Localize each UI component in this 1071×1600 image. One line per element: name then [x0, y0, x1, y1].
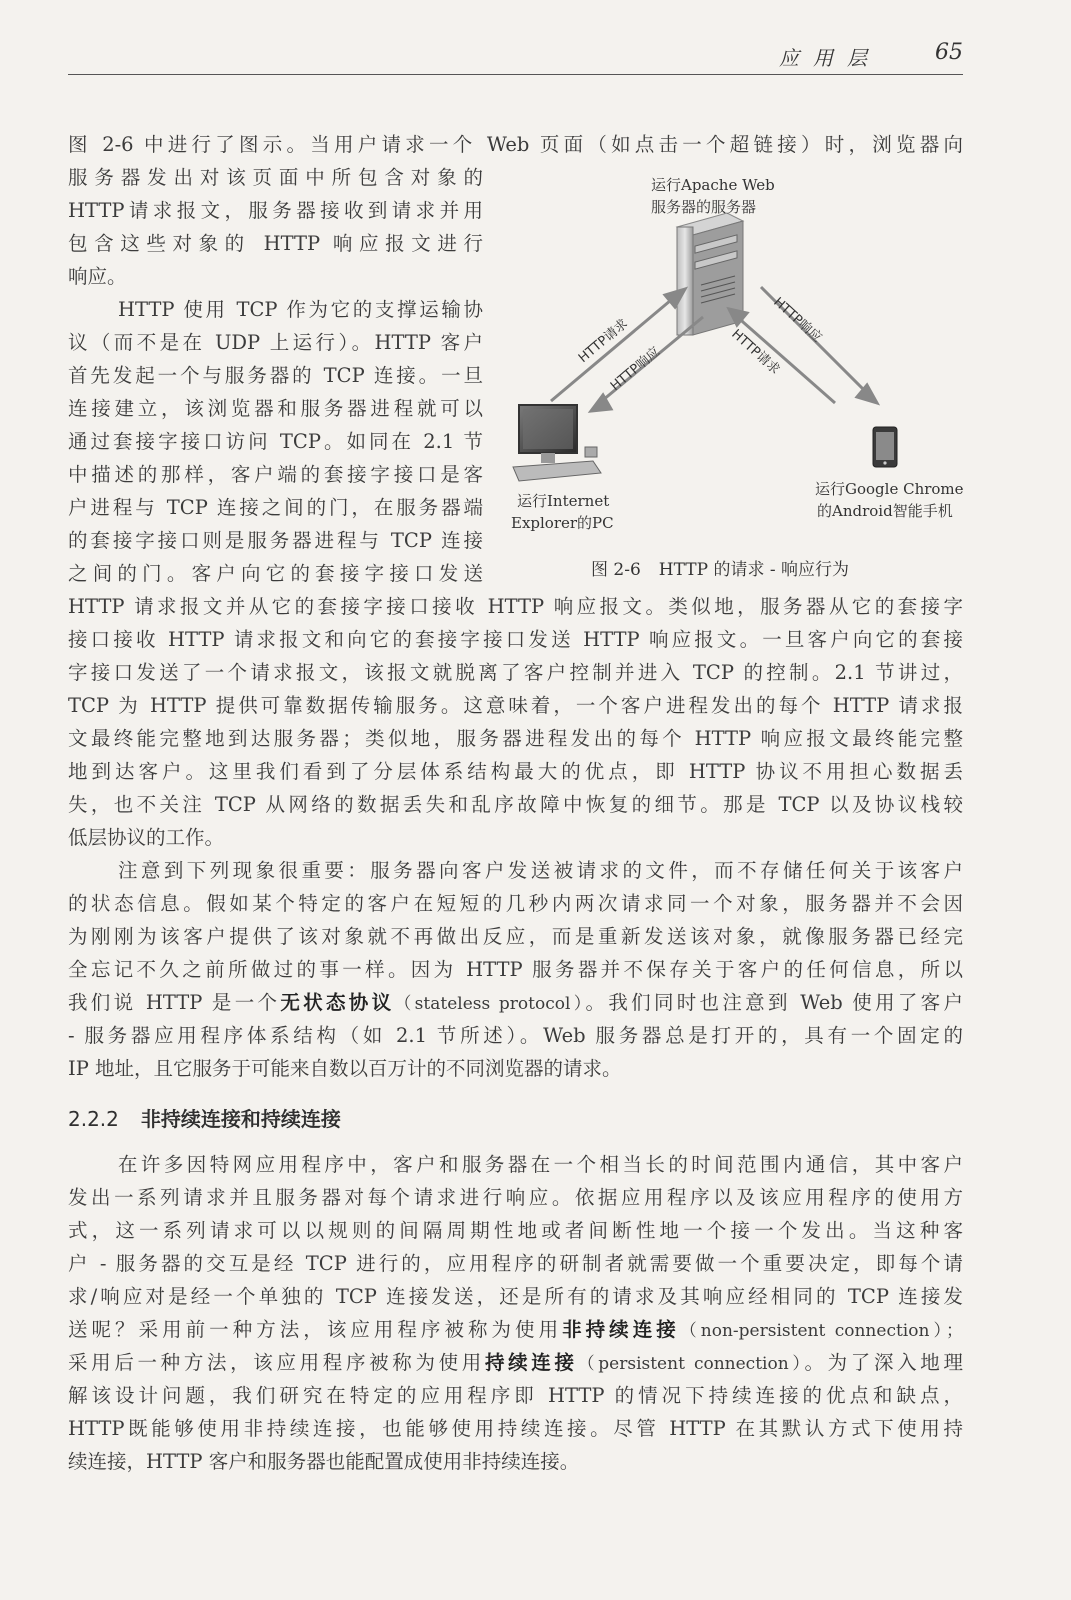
text-line: HTTP请求报文，服务器接收到请求并用: [68, 199, 483, 222]
text-line: 低层协议的工作。: [68, 826, 225, 849]
text-line: [68, 1351, 963, 1376]
text-line: 中描述的那样，客户端的套接字接口是客: [68, 463, 483, 486]
text-line: 接口接收 HTTP 请求报文和向它的套接字接口发送 HTTP 响应报文。一旦客户向它的套接: [68, 628, 963, 651]
text-line: 首先发起一个与服务器的 TCP 连接。一旦: [68, 364, 483, 387]
text-line: 议（而不是在 UDP 上运行）。HTTP 客户: [68, 331, 483, 354]
figure-http-request-response: [505, 165, 975, 585]
section-number: 2.2.2: [68, 1107, 119, 1131]
text-run: 送呢？采用前一种方法，该应用程序被称为使用: [68, 1318, 563, 1341]
text-line: 户 - 服务器的交互是经 TCP 进行的，应用程序的研制者就需要做一个重要决定，即每个请: [68, 1252, 963, 1275]
server-label-line2: 服务器的服务器: [651, 198, 757, 216]
text-line: 通过套接字接口访问 TCP。如同在 2.1 节: [68, 430, 483, 453]
desktop-pc-icon: [513, 405, 601, 481]
header-section-title: 应用层: [779, 46, 881, 70]
text-line: 服务器发出对该页面中所包含对象的: [68, 166, 483, 189]
text-line: 包含这些对象的 HTTP 响应报文进行: [68, 232, 483, 255]
figure-number: 图 2-6: [591, 560, 641, 580]
arrow-label: HTTP响应: [607, 344, 663, 395]
section-heading: [68, 1103, 341, 1132]
text-line: 的状态信息。假如某个特定的客户在短短的几秒内两次请求同一个对象，服务器并不会因: [68, 892, 963, 915]
text-line: 解该设计问题，我们研究在特定的应用程序即 HTTP 的情况下持续连接的优点和缺点，: [68, 1384, 963, 1407]
phone-label-line1: 运行Google Chrome: [815, 480, 964, 498]
pc-label-line2: Explorer的PC: [511, 514, 614, 532]
term-non-persistent: 非持续连接: [562, 1318, 680, 1341]
text-line: 户进程与 TCP 连接之间的门，在服务器端: [68, 496, 483, 519]
text-run: 我们说 HTTP 是一个: [68, 991, 281, 1014]
server-label-line1: 运行Apache Web: [651, 176, 775, 194]
term-english: （non-persistent connection）；: [679, 1321, 963, 1341]
arrow-label: HTTP请求: [575, 316, 631, 367]
term-english: （stateless protocol）: [394, 994, 586, 1014]
term-english: （persistent connection）: [577, 1354, 805, 1374]
text-line: 在许多因特网应用程序中，客户和服务器在一个相当长的时间范围内通信，其中客户: [118, 1153, 963, 1176]
arrow-label: HTTP响应: [770, 294, 825, 346]
text-line: 连接建立，该浏览器和服务器进程就可以: [68, 397, 483, 420]
text-line: HTTP既能够使用非持续连接，也能够使用持续连接。尽管 HTTP 在其默认方式下使用持: [68, 1417, 963, 1440]
text-line: 地到达客户。这里我们看到了分层体系结构最大的优点，即 HTTP 协议不用担心数据丢: [68, 760, 963, 783]
text-line: HTTP 使用 TCP 作为它的支撑运输协: [118, 298, 483, 321]
text-line: 的套接字接口则是服务器进程与 TCP 连接: [68, 529, 483, 552]
text-line: TCP 为 HTTP 提供可靠数据传输服务。这意味着，一个客户进程发出的每个 HTTP 请求报: [68, 694, 963, 717]
text-line: 续连接，HTTP 客户和服务器也能配置成使用非持续连接。: [68, 1450, 580, 1473]
section-title: 非持续连接和持续连接: [140, 1107, 341, 1131]
text-line: 求/响应对是经一个单独的 TCP 连接发送，还是所有的请求及其响应经相同的 TCP 连接发: [68, 1285, 963, 1308]
text-line: IP 地址，且它服务于可能来自数以百万计的不同浏览器的请求。: [68, 1057, 622, 1080]
text-line: HTTP 请求报文并从它的套接字接口接收 HTTP 响应报文。类似地，服务器从它的套接字: [68, 595, 963, 618]
text-line: 注意到下列现象很重要：服务器向客户发送被请求的文件，而不存储任何关于该客户: [118, 859, 963, 882]
page-number: 65: [935, 40, 963, 65]
term-persistent: 持续连接: [484, 1351, 578, 1374]
text-line: 之间的门。客户向它的套接字接口发送: [68, 562, 483, 585]
text-line: 全忘记不久之前所做过的事一样。因为 HTTP 服务器并不保存关于客户的任何信息，所以: [68, 958, 963, 981]
text-line: [68, 1318, 963, 1343]
text-line: 式，这一系列请求可以以规则的间隔周期性地或者间断性地一个接一个发出。当这种客: [68, 1219, 963, 1242]
phone-label-line2: 的Android智能手机: [817, 502, 953, 520]
text-run: 采用后一种方法，该应用程序被称为使用: [68, 1351, 485, 1374]
term-stateless-protocol: 无状态协议: [280, 991, 395, 1014]
figure-caption: [591, 555, 849, 580]
text-run: 。为了深入地理: [804, 1351, 963, 1374]
text-line: 图 2-6 中进行了图示。当用户请求一个 Web 页面（如点击一个超链接）时，浏览器向: [68, 133, 963, 156]
text-line: 为刚刚为该客户提供了该对象就不再做出反应，而是重新发送该对象，就像服务器已经完: [68, 925, 963, 948]
text-line: 响应。: [68, 265, 127, 288]
running-header: [68, 40, 963, 75]
text-line: 失，也不关注 TCP 从网络的数据丢失和乱序故障中恢复的细节。那是 TCP 以及协议栈较: [68, 793, 963, 816]
text-line: 字接口发送了一个请求报文，该报文就脱离了客户控制并进入 TCP 的控制。2.1 节讲过，: [68, 661, 963, 684]
text-line: - 服务器应用程序体系结构（如 2.1 节所述）。Web 服务器总是打开的，具有一个固定的: [68, 1024, 963, 1047]
text-run: 。我们同时也注意到 Web 使用了客户: [585, 991, 963, 1014]
text-line: 发出一系列请求并且服务器对每个请求进行响应。依据应用程序以及该应用程序的使用方: [68, 1186, 963, 1209]
arrow-label: HTTP请求: [728, 326, 783, 378]
figure-title: HTTP 的请求 - 响应行为: [658, 560, 849, 580]
text-line: 文最终能完整地到达服务器；类似地，服务器进程发出的每个 HTTP 响应报文最终能完整: [68, 727, 963, 750]
text-line: [68, 991, 963, 1016]
pc-label-line1: 运行Internet: [517, 492, 610, 510]
smartphone-icon: [873, 427, 897, 467]
